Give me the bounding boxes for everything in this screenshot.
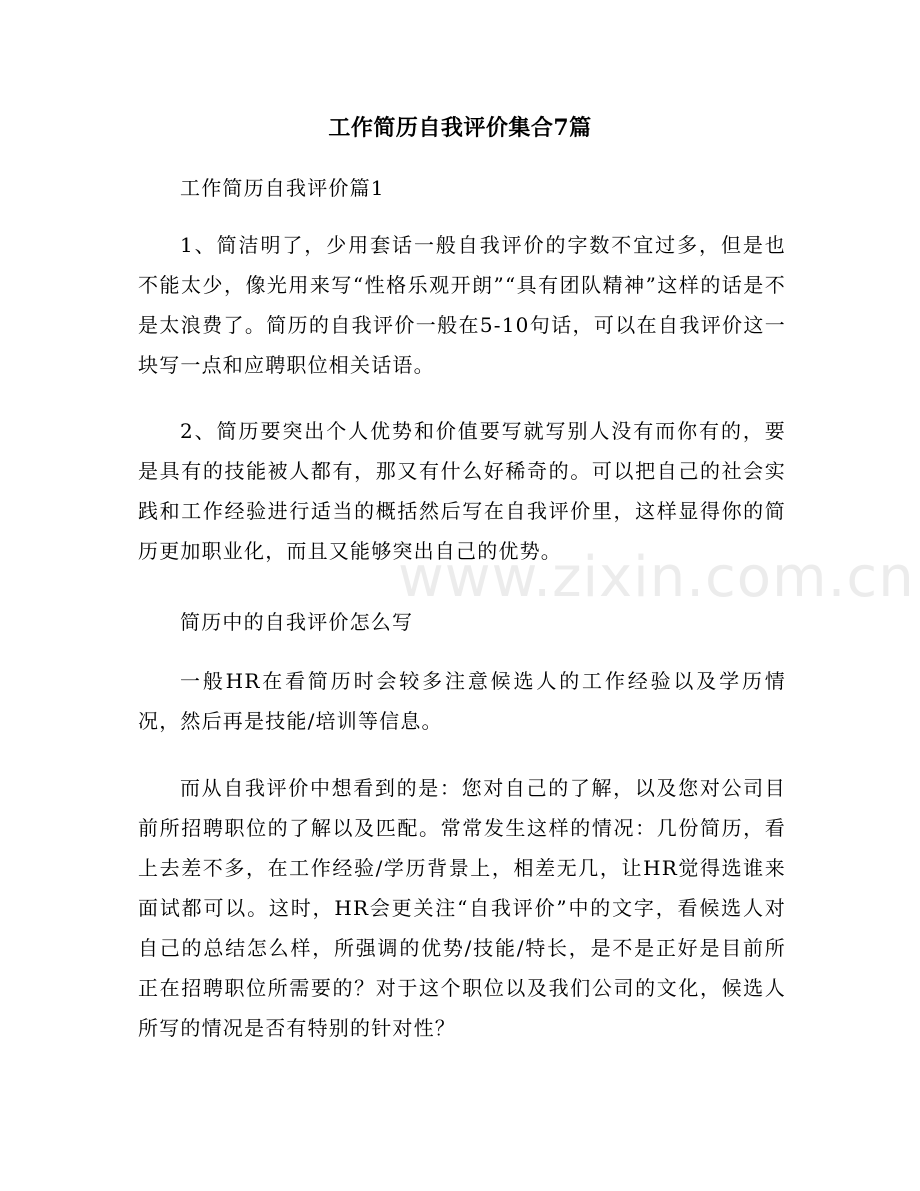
section-heading: 工作简历自我评价篇1 (180, 176, 385, 200)
section-heading: 简历中的自我评价怎么写 (180, 610, 414, 634)
paragraph: 1、简洁明了，少用套话一般自我评价的字数不宜过多，但是也不能太少，像光用来写“性格乐观开朗”“具有团队精神”这样的话是不是太浪费了。简历的自我评价一般在5-10句话，可以在自我评价这一块写一点和应聘职位相关话语。 (138, 233, 786, 377)
paragraph: 一般HR在看简历时会较多注意候选人的工作经验以及学历情况，然后再是技能/培训等信息。 (138, 669, 786, 733)
paragraph: 而从自我评价中想看到的是：您对自己的了解，以及您对公司目前所招聘职位的了解以及匹配。常常发生这样的情况：几份简历，看上去差不多，在工作经验/学历背景上，相差无几，让HR觉得选谁来面试都可以。这时，HR会更关注“自我评价”中的文字，看候选人对自己的总结怎么样，所强调的优势/技能/特长，是不是正好是目前所正在招聘职位所需要的？对于这个职位以及我们公司的文化，候选人所写的情况是否有特别的针对性？ (138, 776, 786, 1040)
document-title: 工作简历自我评价集合7篇 (328, 115, 592, 141)
paragraph: 2、简历要突出个人优势和价值要写就写别人没有而你有的，要是具有的技能被人都有，那又有什么好稀奇的。可以把自己的社会实践和工作经验进行适当的概括然后写在自我评价里，这样显得你的简历更加职业化，而且又能够突出自己的优势。 (138, 419, 786, 563)
watermark: www.zixin.com.cn (398, 545, 915, 610)
